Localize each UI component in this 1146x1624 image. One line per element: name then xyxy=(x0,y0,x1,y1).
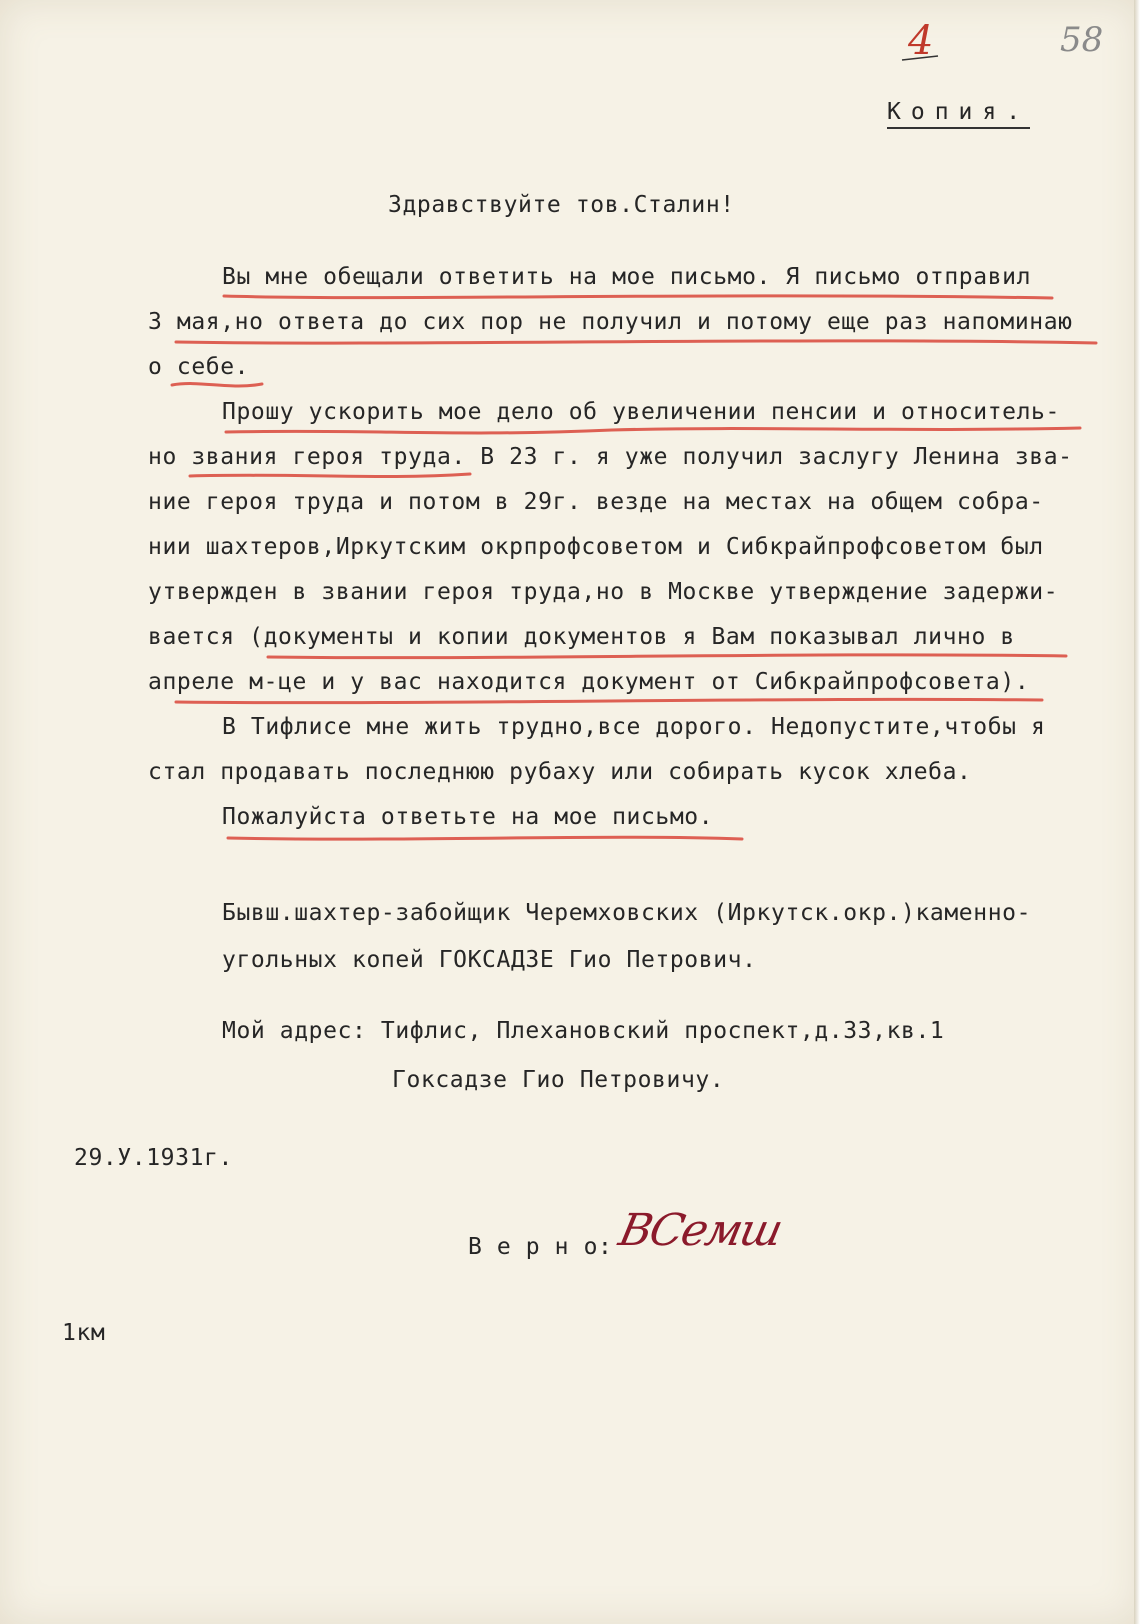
sender-line-2: угольных копей ГОКСАДЗЕ Гио Петрович. xyxy=(222,947,757,973)
body-line-12: стал продавать последнюю рубаху или собирать кусок хлеба. xyxy=(148,759,972,785)
footer-mark: 1км xyxy=(62,1320,106,1346)
letter-date: 29.У.1931г. xyxy=(74,1145,233,1171)
folio-red-number: 4 xyxy=(908,18,934,64)
body-line-4: Прошу ускорить мое дело об увеличении пенсии и относитель- xyxy=(222,399,1060,425)
underline-line-9 xyxy=(268,655,1066,658)
greeting: Здравствуйте тов.Сталин! xyxy=(388,192,735,218)
sender-line-1: Бывш.шахтер-забойщик Черемховских (Иркутск.окр.)каменно- xyxy=(222,900,1032,926)
underline-line-5 xyxy=(190,474,470,477)
underline-line-3 xyxy=(172,384,262,386)
underline-line-1 xyxy=(224,296,1052,298)
body-line-7: нии шахтеров,Иркутским окрпрофсоветом и Сибкрайпрофсоветом был xyxy=(148,534,1044,560)
underline-line-10 xyxy=(176,699,1042,702)
page-edge xyxy=(1134,0,1140,1624)
body-line-3: о себе. xyxy=(148,354,250,380)
body-line-13: Пожалуйста ответьте на мое письмо. xyxy=(222,804,714,830)
certification-label: В е р н о: xyxy=(468,1234,613,1260)
page-number: 58 xyxy=(1060,20,1104,60)
body-line-8: утвержден в звании героя труда,но в Москве утверждение задержи- xyxy=(148,579,1059,605)
body-line-1: Вы мне обещали ответить на мое письмо. Я письмо отправил xyxy=(222,264,1032,290)
body-line-2: 3 мая,но ответа до сих пор не получил и потому еще раз напоминаю xyxy=(148,309,1073,335)
body-line-10: апреле м-це и у вас находится документ от Сибкрайпрофсовета). xyxy=(148,669,1030,695)
address-line-2: Гоксадзе Гио Петровичу. xyxy=(392,1067,725,1093)
underline-line-2 xyxy=(176,341,1096,343)
body-line-6: ние героя труда и потом в 29г. везде на местах на общем собра- xyxy=(148,489,1044,515)
body-line-11: В Тифлисе мне жить трудно,все дорого. Недопустите,чтобы я xyxy=(222,714,1046,740)
signature: ВСемш xyxy=(614,1205,786,1256)
underline-line-4a xyxy=(226,430,612,433)
body-line-9: вается (документы и копии документов я Вам показывал лично в xyxy=(148,624,1015,650)
underline-line-13 xyxy=(228,837,742,839)
underline-line-4b xyxy=(612,428,1080,430)
body-line-5: но звания героя труда. В 23 г. я уже получил заслугу Ленина зва- xyxy=(148,444,1073,470)
copy-mark: Копия. xyxy=(887,98,1030,129)
address-line-1: Мой адрес: Тифлис, Плехановский проспект,д.33,кв.1 xyxy=(222,1018,945,1044)
